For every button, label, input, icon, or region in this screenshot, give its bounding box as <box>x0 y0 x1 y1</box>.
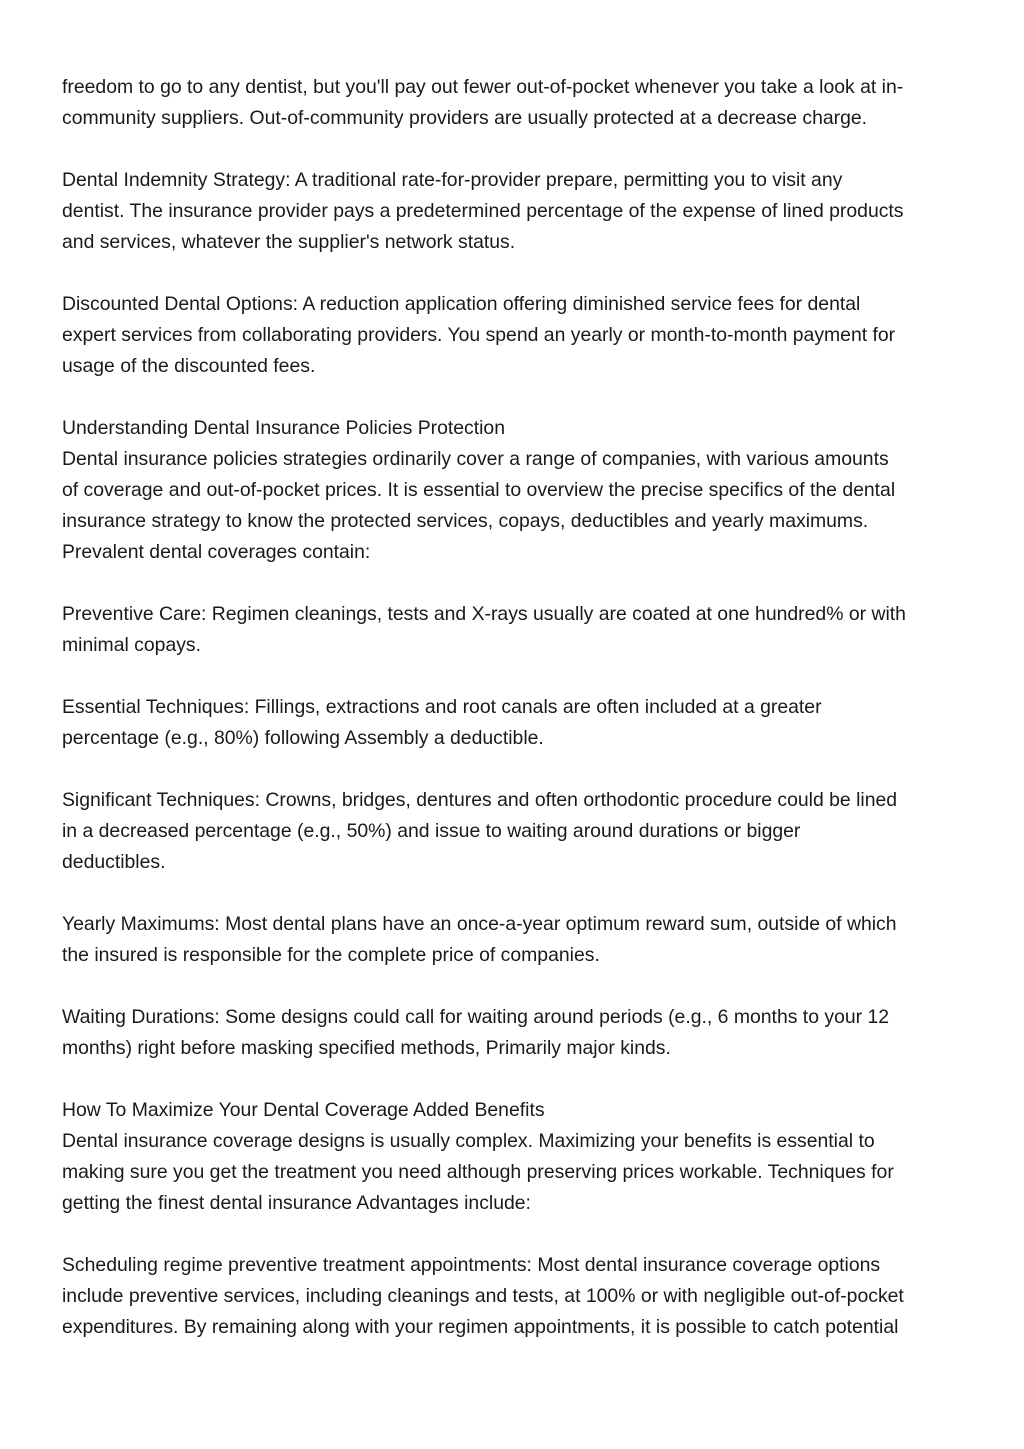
paragraph-waiting-durations <box>62 1002 967 1064</box>
text-line: freedom to go to any dentist, but you'll pay out fewer out-of-pocket whenever you take a look at in- <box>62 76 904 98</box>
text-line: Prevalent dental coverages contain: <box>62 541 371 563</box>
text-line: months) right before masking specified methods, Primarily major kinds. <box>62 1037 671 1059</box>
text-line: usage of the discounted fees. <box>62 355 316 377</box>
paragraph-dental-indemnity <box>62 165 967 258</box>
text-line: expenditures. By remaining along with your regimen appointments, it is possible to catch potential <box>62 1316 899 1338</box>
paragraph-discounted-dental <box>62 289 967 382</box>
text-line: Scheduling regime preventive treatment appointments: Most dental insurance coverage options <box>62 1254 881 1276</box>
paragraph-preventive-care <box>62 599 967 661</box>
text-line: Preventive Care: Regimen cleanings, tests and X-rays usually are coated at one hundred% or with <box>62 603 906 625</box>
text-line: Waiting Durations: Some designs could call for waiting around periods (e.g., 6 months to your 12 <box>62 1006 890 1028</box>
text-line: Dental Indemnity Strategy: A traditional rate-for-provider prepare, permitting you to visit any <box>62 169 843 191</box>
text-line: community suppliers. Out-of-community providers are usually protected at a decrease charge. <box>62 107 868 129</box>
text-line: Essential Techniques: Fillings, extractions and root canals are often included at a greater <box>62 696 822 718</box>
paragraph-ppo-continued <box>62 72 967 134</box>
text-line: deductibles. <box>62 851 166 873</box>
text-line: Dental insurance policies strategies ordinarily cover a range of companies, with various amounts <box>62 448 889 470</box>
paragraph-scheduling-preventive <box>62 1250 967 1343</box>
paragraph-essential-techniques <box>62 692 967 754</box>
text-line: of coverage and out-of-pocket prices. It is essential to overview the precise specifics of the dental <box>62 479 896 501</box>
text-line: percentage (e.g., 80%) following Assembly a deductible. <box>62 727 544 749</box>
section-heading: How To Maximize Your Dental Coverage Added Benefits <box>62 1099 545 1121</box>
paragraph-significant-techniques <box>62 785 967 878</box>
text-line: the insured is responsible for the complete price of companies. <box>62 944 600 966</box>
text-line: in a decreased percentage (e.g., 50%) and issue to waiting around durations or bigger <box>62 820 801 842</box>
paragraph-yearly-maximums <box>62 909 967 971</box>
text-line: Discounted Dental Options: A reduction application offering diminished service fees for dental <box>62 293 861 315</box>
text-line: dentist. The insurance provider pays a predetermined percentage of the expense of lined products <box>62 200 904 222</box>
text-line: minimal copays. <box>62 634 202 656</box>
text-line: expert services from collaborating providers. You spend an yearly or month-to-month payment for <box>62 324 896 346</box>
text-line: making sure you get the treatment you need although preserving prices workable. Techniques for <box>62 1161 894 1183</box>
text-line: Dental insurance coverage designs is usually complex. Maximizing your benefits is essential to <box>62 1130 875 1152</box>
text-line: include preventive services, including cleanings and tests, at 100% or with negligible out-of-pocket <box>62 1285 904 1307</box>
text-line: and services, whatever the supplier's network status. <box>62 231 516 253</box>
section-heading: Understanding Dental Insurance Policies Protection <box>62 417 506 439</box>
text-line: insurance strategy to know the protected services, copays, deductibles and yearly maximums. <box>62 510 869 532</box>
text-line: Significant Techniques: Crowns, bridges, dentures and often orthodontic procedure could be lined <box>62 789 898 811</box>
document-page <box>62 72 967 1374</box>
text-line: Yearly Maximums: Most dental plans have an once-a-year optimum reward sum, outside of which <box>62 913 897 935</box>
paragraph-understanding-protection <box>62 413 967 568</box>
text-line: getting the finest dental insurance Advantages include: <box>62 1192 531 1214</box>
paragraph-maximize-benefits <box>62 1095 967 1219</box>
